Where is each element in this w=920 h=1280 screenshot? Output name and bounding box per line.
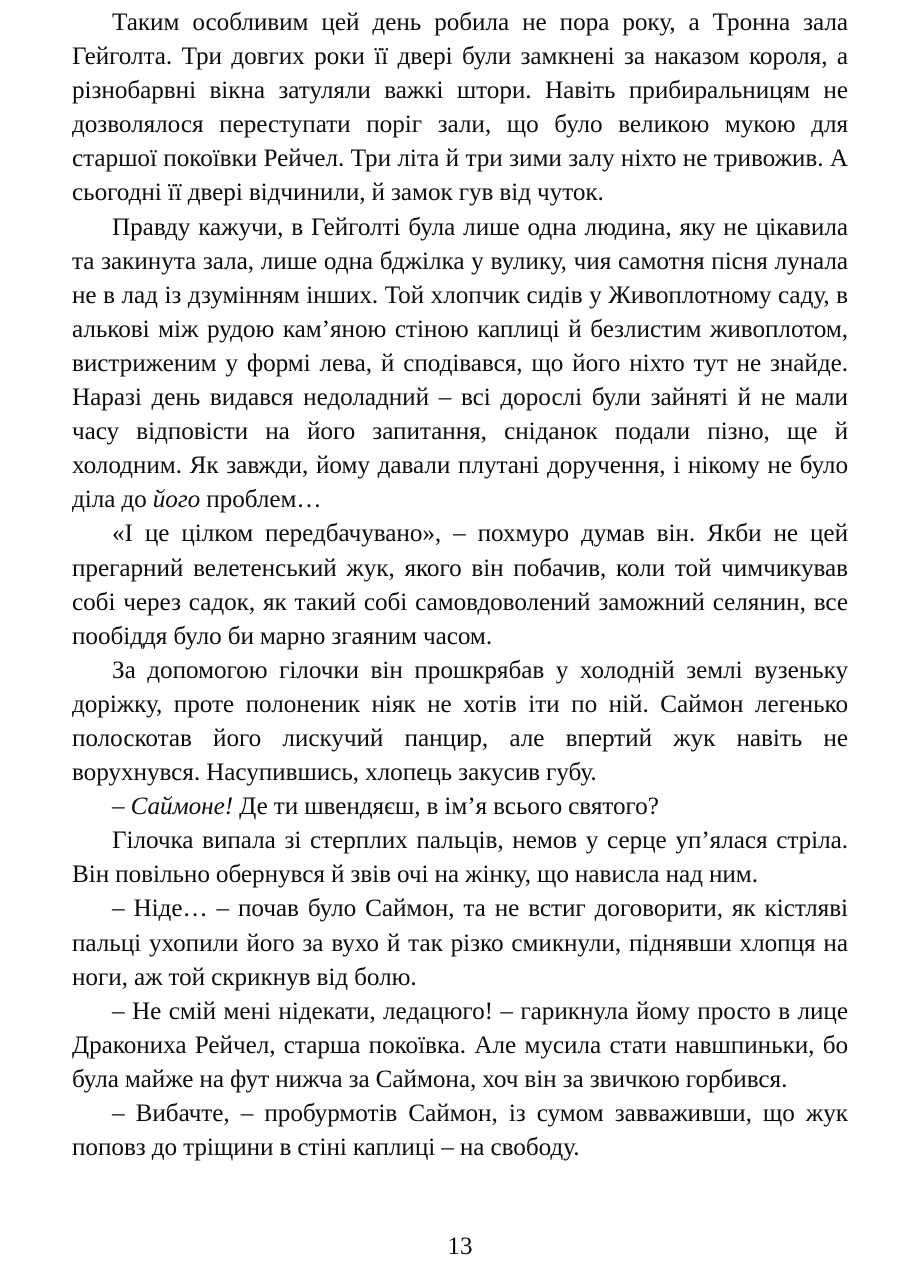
- page-text-block: [72, 6, 848, 1165]
- paragraph-5-text-after: Де ти швендяєш, в ім’я всього святого?: [233, 793, 659, 821]
- paragraph-2-text-after: проблем…: [200, 486, 322, 514]
- paragraph-7: – Ніде… – почав було Саймон, та не встиг договорити, як кістляві пальці ухопили його за вухо й так різко смикнули, піднявши хлопця на ноги, аж той скрикнув від болю.: [72, 895, 848, 991]
- paragraph-2-emphasis: його: [152, 486, 201, 514]
- paragraph-8: – Не смій мені нідекати, ледацюго! – гарикнула йому просто в лице Дракониха Рейчел, старша покоївка. Але мусила стати навшпиньки, бо була майже на фут нижча за Саймона, хоч він за звичкою горбився.: [72, 997, 848, 1093]
- paragraph-4: За допомогою гілочки він прошкрябав у холодній землі вузеньку доріжку, проте полоненик ніяк не хотів іти по ній. Саймон легенько полоскотав його лискучий панцир, але впертий жук навіть не ворухнувся. Насупившись, хлопець закусив губу.: [72, 656, 848, 787]
- page-number: 13: [447, 1233, 473, 1260]
- paragraph-5-text-before: –: [112, 793, 131, 821]
- paragraph-9: – Вибачте, – пробурмотів Саймон, із сумом завваживши, що жук поповз до тріщини в стіні каплиці – на свободу.: [72, 1100, 848, 1162]
- paragraph-5: [72, 790, 848, 824]
- paragraph-1: Таким особливим цей день робила не пора року, а Тронна зала Гейголта. Три довгих роки її двері були замкнені за наказом короля, а різнобарвні вікна затуляли важкі штори. Навіть прибиральницям не дозволялося переступати поріг зали, що було великою мукою для старшої покоївки Рейчел. Три літа й три зими залу ніхто не тривожив. А сьогодні її двері відчинили, й замок гув від чуток.: [72, 9, 848, 207]
- paragraph-2-text-before: Правду кажучи, в Гейголті була лише одна людина, яку не цікавила та закинута зала, лише одна бджілка у вулику, чия самотня пісня лунала не в лад із дзумінням інших. Той хлопчик сидів у Живоплотному саду, в алькові між рудою кам’яною стіною каплиці й безлистим живоплотом, вистриженим у формі лева, й сподівався, що його ніхто тут не знайде. Наразі день видався недоладний – всі дорослі були зайняті й не мали часу відповісти на його запитання, сніданок подали пізно, ще й холодним. Як завжди, йому давали плутані доручення, і нікому не було діла до: [72, 213, 848, 514]
- paragraph-2: [72, 211, 848, 518]
- paragraph-3: «І це цілком передбачувано», – похмуро думав він. Якби не цей прегарний велетенський жук, якого він побачив, коли той чимчикував собі через садок, як такий собі самовдоволений заможний селянин, все пообіддя було би марно згаяним часом.: [72, 520, 848, 650]
- paragraph-6: Гілочка випала зі стерплих пальців, немов у серце уп’ялася стріла. Він повільно обернувся й звів очі на жінку, що нависла над ним.: [72, 827, 848, 889]
- paragraph-5-emphasis: Саймоне!: [130, 793, 234, 821]
